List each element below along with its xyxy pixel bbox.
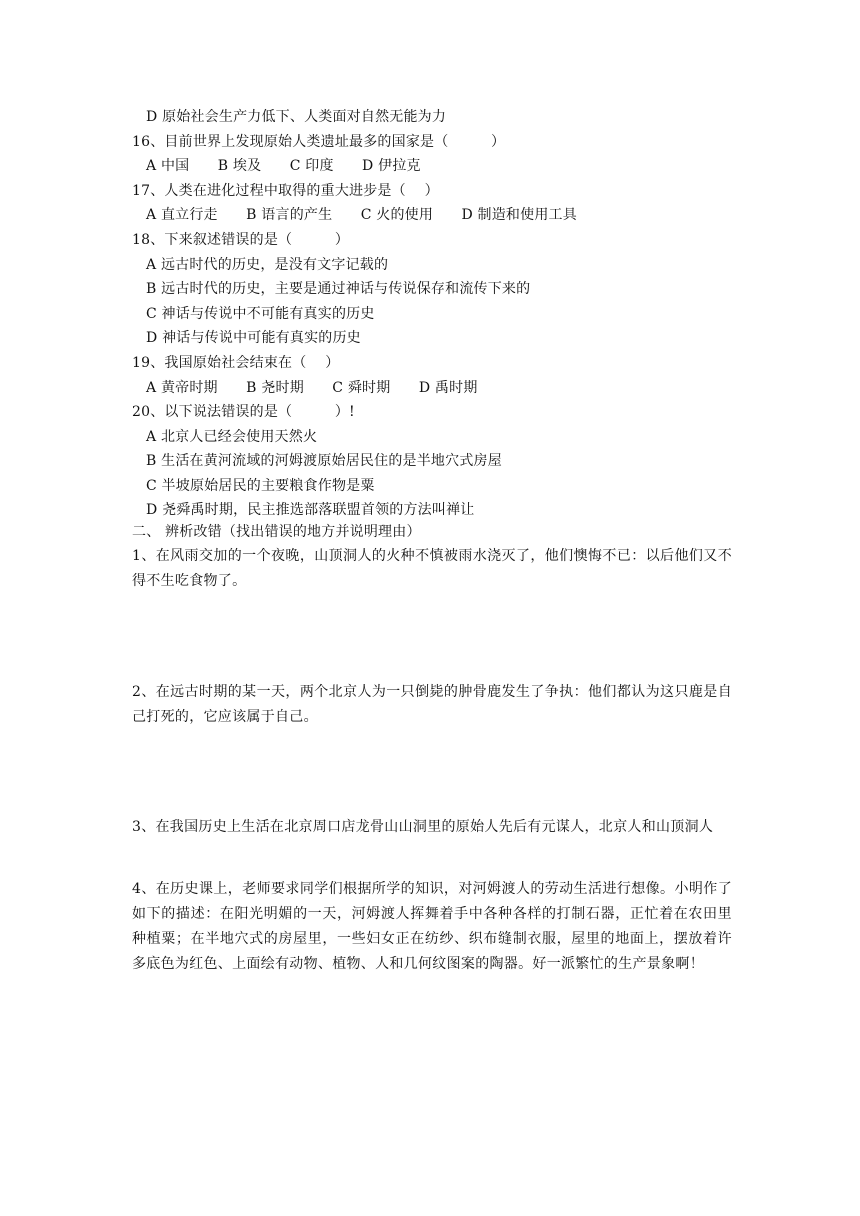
question-18-option-a: A 远古时代的历史，是没有文字记载的: [146, 257, 389, 273]
question-17: 17、人类在进化过程中取得的重大进步是（ ）: [132, 183, 439, 199]
correction-item-4: 4、在历史课上，老师要求同学们根据所学的知识，对河姆渡人的劳动生活进行想像。小明作了如下的描述：在阳光明媚的一天，河姆渡人挥舞着手中各种各样的打制石器，正忙着在农田里种植粟；在半地穴式的房屋里，一些妇女正在纺纱、织布缝制衣服，屋里的地面上，摆放着许多底色为红色、上面绘有动物、植物、人和几何纹图案的陶器。好一派繁忙的生产景象啊！: [132, 881, 732, 972]
question-16-options: A 中国 B 埃及 C 印度 D 伊拉克: [146, 158, 421, 174]
question-18-option-d: D 神话与传说中可能有真实的历史: [146, 330, 361, 346]
question-20-option-b: B 生活在黄河流域的河姆渡原始居民住的是半地穴式房屋: [146, 453, 502, 469]
correction-item-3: 3、在我国历史上生活在北京周口店龙骨山山洞里的原始人先后有元谋人，北京人和山顶洞人: [132, 819, 714, 835]
question-20-option-a: A 北京人已经会使用天然火: [146, 429, 318, 445]
question-20-option-d: D 尧舜禹时期，民主推选部落联盟首领的方法叫禅让: [146, 502, 475, 518]
question-20-option-c: C 半坡原始居民的主要粮食作物是粟: [146, 478, 375, 494]
question-18-option-b: B 远古时代的历史，主要是通过神话与传说保存和流传下来的: [146, 281, 531, 297]
question-20: 20、以下说法错误的是（ ）!: [132, 404, 355, 420]
question-15-option-d: D 原始社会生产力低下、人类面对自然无能为力: [146, 109, 447, 125]
question-19: 19、我国原始社会结束在（ ）: [132, 355, 340, 371]
question-18-option-c: C 神话与传说中不可能有真实的历史: [146, 306, 375, 322]
correction-item-2: 2、在远古时期的某一天，两个北京人为一只倒毙的肿骨鹿发生了争执：他们都认为这只鹿是自己打死的，它应该属于自己。: [132, 684, 732, 725]
correction-item-1: 1、在风雨交加的一个夜晚，山顶洞人的火种不慎被雨水浇灭了，他们懊悔不已：以后他们又不得不生吃食物了。: [132, 548, 732, 589]
question-16: 16、目前世界上发现原始人类遗址最多的国家是（ ）: [132, 134, 506, 150]
question-18: 18、下来叙述错误的是（ ）: [132, 232, 350, 248]
question-17-options: A 直立行走 B 语言的产生 C 火的使用 D 制造和使用工具: [146, 207, 577, 223]
question-19-options: A 黄帝时期 B 尧时期 C 舜时期 D 禹时期: [146, 380, 478, 396]
section-heading: 二、 辨析改错（找出错误的地方并说明理由）: [132, 524, 421, 540]
